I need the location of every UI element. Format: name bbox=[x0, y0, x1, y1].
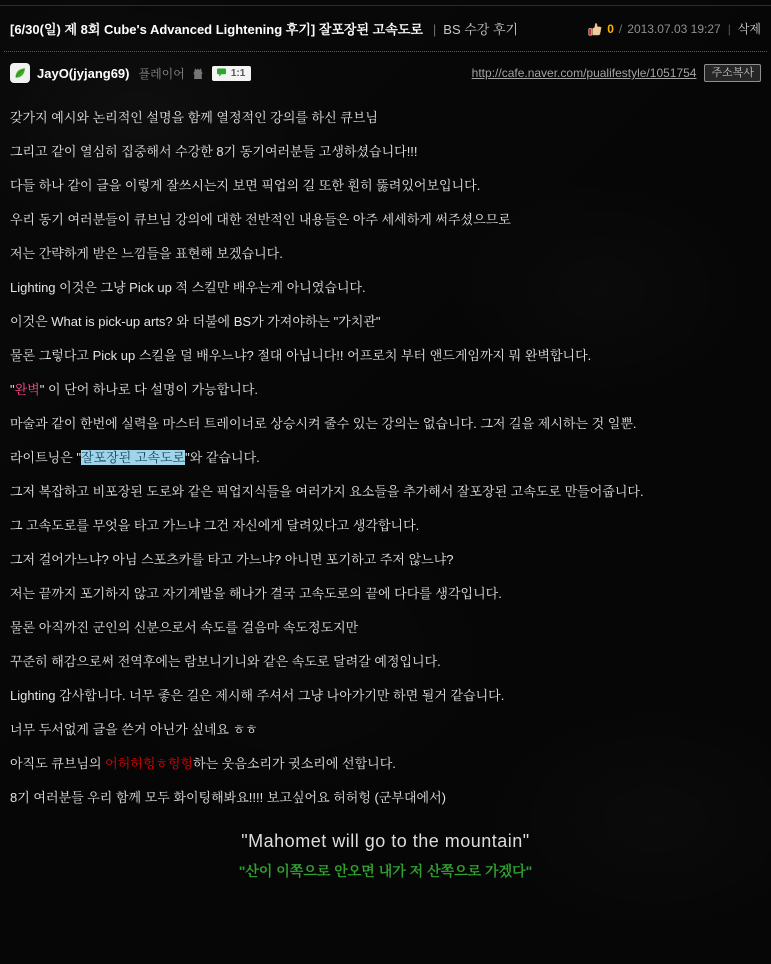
author-level: 플레이어 bbox=[138, 66, 185, 81]
text-segment: 그 고속도로를 무엇을 타고 가느냐 그건 자신에게 달려있다고 생각합니다. bbox=[10, 518, 420, 533]
post-paragraph bbox=[10, 757, 761, 771]
author-name[interactable]: JayO(jyjang69) bbox=[37, 65, 130, 81]
post-url-link[interactable]: http://cafe.naver.com/pualifestyle/1051754 bbox=[471, 66, 697, 80]
text-red: 어허허헝ㅎ헝헝 bbox=[105, 756, 194, 771]
post-meta bbox=[588, 20, 761, 39]
delete-button[interactable]: 삭제 bbox=[737, 22, 761, 36]
post-paragraph bbox=[10, 451, 761, 465]
text-segment: 그저 복잡하고 비포장된 도로와 같은 픽업지식들을 여러가지 요소들을 추가해서 잘포장된 고속도로 만들어줍니다. bbox=[10, 484, 644, 499]
text-segment: 물론 그렇다고 Pick up 스킬을 덜 배우느냐? 절대 아닙니다!! 어프로치 부터 앤드게임까지 뭐 완벽합니다. bbox=[10, 348, 592, 363]
post-header bbox=[0, 0, 771, 45]
post-paragraph bbox=[10, 485, 761, 499]
text-segment: 그리고 같이 열심히 집중해서 수강한 8기 동기여러분들 고생하셨습니다!!! bbox=[10, 144, 418, 159]
text-segment: 하는 웃음소리가 귓소리에 선합니다. bbox=[193, 756, 396, 771]
top-divider bbox=[0, 5, 771, 6]
text-segment: 아직도 큐브님의 bbox=[10, 756, 106, 771]
leaf-icon bbox=[10, 63, 30, 83]
text-segment: Lighting 감사합니다. 너무 좋은 길은 제시해 주셔서 그냥 나아가기만 하면 될거 같습니다. bbox=[10, 688, 505, 703]
chat-bubble-icon bbox=[216, 68, 227, 78]
text-segment: 8기 여러분들 우리 함께 모두 화이팅해봐요!!!! 보고싶어요 허허헝 (군부대에서) bbox=[10, 790, 446, 805]
post-body bbox=[0, 85, 771, 805]
text-segment: 그저 걸어가느냐? 아님 스포츠카를 타고 가느냐? 아니면 포기하고 주저 않느냐? bbox=[10, 552, 454, 567]
text-segment: 다들 하나 같이 글을 이렇게 잘쓰시는지 보면 픽업의 길 또한 훤히 뚫려있어보입니다. bbox=[10, 178, 481, 193]
text-segment: " 이 단어 하나로 다 설명이 가능합니다. bbox=[39, 382, 259, 397]
text-pink: 완벽 bbox=[14, 382, 40, 397]
chat-1to1-button[interactable] bbox=[212, 66, 251, 81]
post-paragraph bbox=[10, 383, 761, 397]
text-segment: " bbox=[10, 382, 15, 397]
chat-badge-label: 1:1 bbox=[230, 67, 246, 79]
signature-quote-ko: "산이 이쪽으로 안오면 내가 저 산쪽으로 가겠다" bbox=[238, 863, 533, 879]
likes-count: 0 bbox=[607, 22, 614, 36]
date-separator: / bbox=[618, 22, 623, 36]
text-segment: 꾸준히 해감으로써 전역후에는 람보니기니와 같은 속도로 달려갈 예정입니다. bbox=[10, 654, 441, 669]
post-title-block bbox=[10, 20, 423, 39]
post-paragraph bbox=[10, 315, 761, 329]
text-segment: 이것은 What is pick-up arts? 와 더불에 BS가 가져야하는 "가치관" bbox=[10, 314, 381, 329]
post-paragraph bbox=[10, 111, 761, 125]
thumbs-up-icon[interactable] bbox=[588, 22, 603, 37]
post-paragraph bbox=[10, 553, 761, 567]
text-segment: 너무 두서없게 글을 쓴거 아닌가 싶네요 ㅎㅎ bbox=[10, 722, 258, 737]
copy-url-button[interactable]: 주소복사 bbox=[704, 64, 761, 82]
post-paragraph bbox=[10, 791, 761, 805]
post-paragraph bbox=[10, 417, 761, 431]
post-paragraph bbox=[10, 247, 761, 261]
post-paragraph bbox=[10, 621, 761, 635]
text-segment: Lighting 이것은 그냥 Pick up 적 스킬만 배우는게 아니였습니다. bbox=[10, 280, 366, 295]
text-segment: 갖가지 예시와 논리적인 설명을 함께 열정적인 강의를 하신 큐브님 bbox=[10, 110, 378, 125]
post-paragraph bbox=[10, 281, 761, 295]
text-segment: 마술과 같이 한번에 실력을 마스터 트레이너로 상승시켜 줄수 있는 강의는 없습니다. 그저 길을 제시하는 것 일뿐. bbox=[10, 416, 637, 431]
text-segment: 우리 동기 여러분들이 큐브님 강의에 대한 전반적인 내용들은 아주 세세하게 써주셨으므로 bbox=[10, 212, 511, 227]
author-bar bbox=[0, 52, 771, 85]
post-paragraph bbox=[10, 179, 761, 193]
text-segment: 저는 간략하게 받은 느낌들을 표현해 보겠습니다. bbox=[10, 246, 283, 261]
post-paragraph bbox=[10, 587, 761, 601]
text-highlight: 잘포장된 고속도로 bbox=[81, 450, 186, 465]
post-paragraph bbox=[10, 349, 761, 363]
post-title: [6/30(일) 제 8회 Cube's Advanced Lightening 후기] 잘포장된 고속도로 bbox=[10, 22, 423, 37]
post-date: 2013.07.03 19:27 bbox=[627, 22, 721, 36]
post-paragraph bbox=[10, 213, 761, 227]
category-separator: | bbox=[432, 22, 437, 37]
action-separator: | bbox=[727, 22, 731, 36]
post-paragraph bbox=[10, 723, 761, 737]
text-segment: "와 같습니다. bbox=[185, 450, 260, 465]
member-level-icon bbox=[192, 67, 204, 80]
signature bbox=[0, 831, 771, 881]
post-paragraph bbox=[10, 655, 761, 669]
text-segment: 라이트닝은 " bbox=[10, 450, 82, 465]
post-paragraph bbox=[10, 689, 761, 703]
text-segment: 저는 끝까지 포기하지 않고 자기계발을 해나가 결국 고속도로의 끝에 다다를 생각입니다. bbox=[10, 586, 502, 601]
signature-quote-en: "Mahomet will go to the mountain" bbox=[241, 831, 530, 851]
post-paragraph bbox=[10, 145, 761, 159]
post-paragraph bbox=[10, 519, 761, 533]
board-category-link[interactable]: BS 수강 후기 bbox=[443, 22, 519, 37]
text-segment: 물론 아직까진 군인의 신분으로서 속도를 걸음마 속도정도지만 bbox=[10, 620, 359, 635]
board-category-block bbox=[433, 20, 518, 39]
